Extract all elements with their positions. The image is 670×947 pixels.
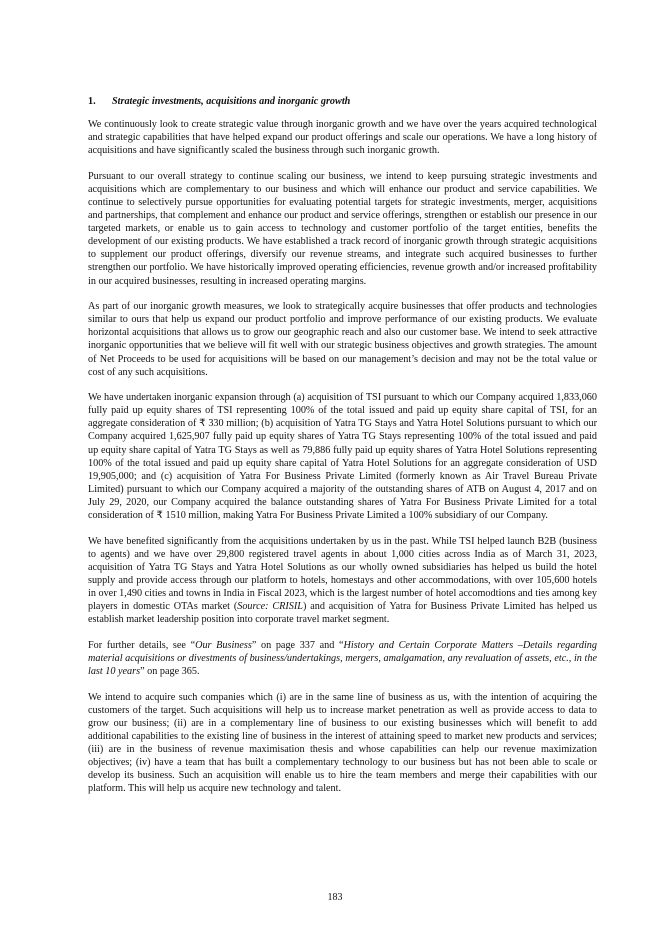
source-citation: Source: CRISIL [237, 601, 303, 613]
details-text: ” on page 365. [140, 665, 200, 677]
paragraph-acquisition-criteria: We intend to acquire such companies which (i) are in the same line of business as us, with the intention of acquiring the customers of the target. Such acquisitions will help us to increase market penetration as well as provide access to data to grow our business; (ii) are in a complementary line of business to our existing businesses which will benefit to add additional capabilities to the existing line of business in the interest of attaining speed to market new products and services; (iii) are in the business of revenue maximisation thesis and whose capabilities can help our revenue maximization objectives; (iv) have a team that has built a complementary technology to our business but has not been able to scale or develop its business. Such an acquisition will enable us to hire the team members and merge their capabilities with our platform. This will help us acquire new technology and talent. [88, 691, 597, 795]
benefits-text-end: ) and acquisition of Yatra for Business Private Limited has helped us establish market leadership position into corporate travel market segment. [88, 601, 597, 626]
paragraph-inorganic-measures: As part of our inorganic growth measures, we look to strategically acquire businesses that offer products and technologies similar to ours that help us expand our product portfolio and improve performance of our existing products. We evaluate horizontal acquisitions that allows us to grow our geographic reach and also our customer base. We intend to seek attractive inorganic opportunities that we believe will fit well with our strategic business objectives and growth strategies. The amount of Net Proceeds to be used for acquisitions will be based on our management’s decision and may not be the total value or cost of any such acquisitions. [88, 301, 597, 378]
section-title: Strategic investments, acquisitions and inorganic growth [112, 96, 351, 107]
paragraph-strategic-value: We continuously look to create strategic value through inorganic growth and we have over the years acquired technological and strategic capabilities that have helped expand our product offerings and scale our operations. We have a long history of acquisitions and have significantly scaled the business through such inorganic growth. [88, 119, 597, 157]
paragraph-further-details [88, 639, 597, 678]
cross-reference-history: History and Certain Corporate Matters –Details regarding material acquisitions or divestments of business/undertakings, mergers, amalgamation, any revaluation of assets, etc., in the last 10 years [88, 639, 597, 677]
page-number: 183 [327, 892, 343, 903]
section-number: 1. [88, 96, 96, 107]
details-text: ” on page 337 and “ [251, 639, 344, 651]
details-text: For further details, see “ [88, 639, 196, 651]
paragraph-past-acquisitions: We have undertaken inorganic expansion through (a) acquisition of TSI pursuant to which our Company acquired 1,833,060 fully paid up equity shares of TSI representing 100% of the total issued and paid up equity share capital of TSI, for an aggregate consideration of ₹ 330 million; (b) acquisition of Yatra TG Stays and Yatra Hotel Solutions pursuant to which our Company acquired 1,625,907 fully paid up equity shares of Yatra TG Stays representing 100% of the total issued and paid up equity share capital of Yatra TG Stays as well as 79,886 fully paid up equity shares of Yatra Hotel Solutions representing 100% of the total issued and paid up equity share capital of Yatra Hotel Solutions for an aggregate consideration of USD 19,905,000; and (c) acquisition of Yatra For Business Private Limited (formerly known as Air Travel Bureau Private Limited) pursuant to which our Company acquired a majority of the outstanding shares of ATB on August 4, 2017 and on July 29, 2020, our Company acquired the balance outstanding shares of Yatra For Business Private Limited for a total consideration of ₹ 1510 million, making Yatra For Business Private Limited a 100% subsidiary of our Company. [88, 392, 597, 522]
benefits-text: We have benefited significantly from the acquisitions undertaken by us in the past. While TSI helped launch B2B (business to agents) and we have over 29,800 registered travel agents in about 1,000 cities across India as of March 31, 2023, acquisition of Yatra TG Stays and Yatra Hotel Solutions as our wholly owned subsidiaries has helped us build the hotel supply and provide access through our platform to hotels, homestays and other accommodations, with over 105,600 hotels in over 1,490 cities and towns in India in Fiscal 2023, which is the largest number of hotel accomodtions and ties among key players in domestic OTAs market ( [88, 535, 597, 613]
section-heading [88, 96, 597, 108]
document-page [88, 96, 597, 808]
paragraph-strategy-pursuit: Pursuant to our overall strategy to continue scaling our business, we intend to keep pursuing strategic investments and acquisitions which are complementary to our business and which will enhance our product and service capabilities. We continue to selectively pursue opportunities for evaluating potential targets for strategic investments, merger, acquisitions and partnerships, that complement and enhance our product and service offerings, strengthen or establish our presence in our targeted markets, or enable us to gain access to technology and customer portfolio of the target entities, benefits the development of our existing products. We have established a track record of inorganic growth through strategic acquisitions to supplement our product offerings, diversify our revenue streams, and integrate such acquired businesses to further strengthen our portfolio. We have historically improved operating efficiencies, revenue growth and/or increased profitability in our acquired businesses, resulting in increased operating margins. [88, 170, 597, 287]
cross-reference-our-business: Our Business [195, 639, 252, 651]
paragraph-acquisition-benefits [88, 535, 597, 627]
